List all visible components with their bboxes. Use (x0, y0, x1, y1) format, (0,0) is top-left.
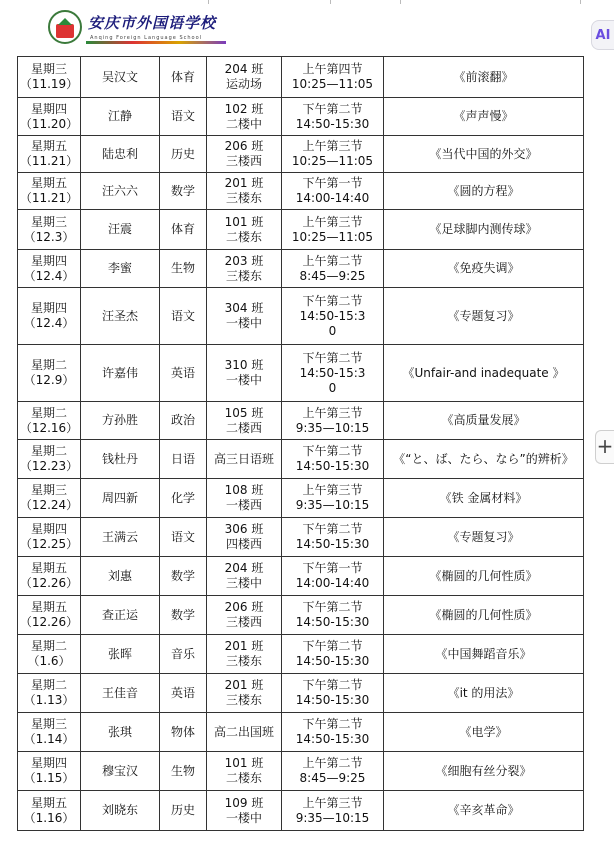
date-cell: 星期五 （11.21） (18, 173, 81, 210)
room-cell: 101 班 二楼东 (207, 752, 282, 791)
topic-cell: 《辛亥革命》 (384, 791, 584, 831)
teacher-cell: 钱杜丹 (81, 440, 160, 479)
time-cell: 上午第三节 9:35—10:15 (282, 479, 384, 518)
room-cell: 310 班 一楼中 (207, 345, 282, 402)
topic-cell: 《当代中国的外交》 (384, 136, 584, 173)
date-cell: 星期四 （12.4） (18, 288, 81, 345)
room-cell: 高三日语班 (207, 440, 282, 479)
teacher-cell: 吴汉文 (81, 57, 160, 98)
date-cell: 星期五 （1.16） (18, 791, 81, 831)
bottom-strip (0, 846, 614, 850)
table-row (18, 345, 584, 402)
teacher-cell: 周四新 (81, 479, 160, 518)
table-row (18, 791, 584, 831)
room-cell: 105 班 二楼西 (207, 402, 282, 440)
teacher-cell: 王佳音 (81, 674, 160, 713)
subject-cell: 语文 (160, 518, 207, 557)
subject-cell: 生物 (160, 250, 207, 288)
date-cell: 星期三 （11.19） (18, 57, 81, 98)
topic-cell: 《细胞有丝分裂》 (384, 752, 584, 791)
topic-cell: 《it 的用法》 (384, 674, 584, 713)
schedule-table (17, 56, 584, 831)
subject-cell: 体育 (160, 57, 207, 98)
time-cell: 上午第四节 10:25—11:05 (282, 57, 384, 98)
teacher-cell: 方孙胜 (81, 402, 160, 440)
table-row (18, 518, 584, 557)
date-cell: 星期四 （11.20） (18, 98, 81, 136)
table-row (18, 596, 584, 635)
date-cell: 星期二 （12.9） (18, 345, 81, 402)
table-row (18, 752, 584, 791)
teacher-cell: 汪六六 (81, 173, 160, 210)
logo-school-name-en: Anqing Foreign Language School (90, 35, 203, 41)
topic-cell: 《电学》 (384, 713, 584, 752)
topic-cell: 《中国舞蹈音乐》 (384, 635, 584, 674)
date-cell: 星期二 （1.6） (18, 635, 81, 674)
topic-cell: 《前滚翻》 (384, 57, 584, 98)
teacher-cell: 汪圣杰 (81, 288, 160, 345)
teacher-cell: 刘晓东 (81, 791, 160, 831)
room-cell: 108 班 一楼西 (207, 479, 282, 518)
date-cell: 星期二 （12.16） (18, 402, 81, 440)
subject-cell: 生物 (160, 752, 207, 791)
topic-cell: 《声声慢》 (384, 98, 584, 136)
room-cell: 109 班 一楼中 (207, 791, 282, 831)
time-cell: 上午第二节 8:45—9:25 (282, 250, 384, 288)
table-row (18, 288, 584, 345)
topic-cell: 《高质量发展》 (384, 402, 584, 440)
table-row (18, 440, 584, 479)
time-cell: 下午第一节 14:00-14:40 (282, 173, 384, 210)
time-cell: 上午第二节 8:45—9:25 (282, 752, 384, 791)
date-cell: 星期五 （11.21） (18, 136, 81, 173)
topic-cell: 《“と、ば、たら、なら”的辨析》 (384, 440, 584, 479)
topic-cell: 《专题复习》 (384, 518, 584, 557)
room-cell: 306 班 四楼西 (207, 518, 282, 557)
table-row (18, 479, 584, 518)
time-cell: 下午第二节 14:50-15:30 (282, 440, 384, 479)
date-cell: 星期三 （12.24） (18, 479, 81, 518)
subject-cell: 物体 (160, 713, 207, 752)
subject-cell: 英语 (160, 674, 207, 713)
page-header (0, 0, 614, 52)
table-row (18, 635, 584, 674)
teacher-cell: 李蜜 (81, 250, 160, 288)
topic-cell: 《足球脚内测传球》 (384, 210, 584, 250)
teacher-cell: 张晖 (81, 635, 160, 674)
room-cell: 102 班 二楼中 (207, 98, 282, 136)
topic-cell: 《免疫失调》 (384, 250, 584, 288)
time-cell: 上午第三节 9:35—10:15 (282, 402, 384, 440)
subject-cell: 英语 (160, 345, 207, 402)
add-button[interactable]: + (595, 430, 614, 464)
table-row (18, 136, 584, 173)
table-row (18, 57, 584, 98)
date-cell: 星期三 （12.3） (18, 210, 81, 250)
teacher-cell: 王满云 (81, 518, 160, 557)
time-cell: 下午第二节 14:50-15:30 (282, 596, 384, 635)
subject-cell: 化学 (160, 479, 207, 518)
date-cell: 星期四 （12.25） (18, 518, 81, 557)
teacher-cell: 穆宝汉 (81, 752, 160, 791)
time-cell: 下午第二节 14:50-15:30 (282, 674, 384, 713)
room-cell: 206 班 三楼西 (207, 596, 282, 635)
top-divider-tick (580, 0, 581, 4)
room-cell: 201 班 三楼东 (207, 173, 282, 210)
subject-cell: 历史 (160, 791, 207, 831)
top-divider-tick (208, 0, 209, 4)
teacher-cell: 刘惠 (81, 557, 160, 596)
table-row (18, 98, 584, 136)
room-cell: 204 班 三楼中 (207, 557, 282, 596)
subject-cell: 体育 (160, 210, 207, 250)
teacher-cell: 张琪 (81, 713, 160, 752)
top-divider-tick (400, 0, 401, 4)
topic-cell: 《椭圆的几何性质》 (384, 557, 584, 596)
subject-cell: 数学 (160, 596, 207, 635)
logo-color-bar (86, 41, 226, 44)
time-cell: 下午第二节 14:50-15:30 (282, 98, 384, 136)
time-cell: 下午第二节 14:50-15:3 0 (282, 288, 384, 345)
room-cell: 206 班 三楼西 (207, 136, 282, 173)
topic-cell: 《椭圆的几何性质》 (384, 596, 584, 635)
top-divider-tick (330, 0, 331, 4)
room-cell: 101 班 二楼东 (207, 210, 282, 250)
time-cell: 下午第一节 14:00-14:40 (282, 557, 384, 596)
time-cell: 上午第三节 10:25—11:05 (282, 210, 384, 250)
subject-cell: 数学 (160, 557, 207, 596)
date-cell: 星期二 （1.13） (18, 674, 81, 713)
teacher-cell: 江静 (81, 98, 160, 136)
subject-cell: 音乐 (160, 635, 207, 674)
table-row (18, 713, 584, 752)
room-cell: 204 班 运动场 (207, 57, 282, 98)
topic-cell: 《专题复习》 (384, 288, 584, 345)
table-row (18, 557, 584, 596)
teacher-cell: 汪震 (81, 210, 160, 250)
topic-cell: 《圆的方程》 (384, 173, 584, 210)
room-cell: 304 班 一楼中 (207, 288, 282, 345)
date-cell: 星期四 （12.4） (18, 250, 81, 288)
date-cell: 星期五 （12.26） (18, 557, 81, 596)
time-cell: 下午第二节 14:50-15:30 (282, 635, 384, 674)
time-cell: 上午第三节 9:35—10:15 (282, 791, 384, 831)
date-cell: 星期三 （1.14） (18, 713, 81, 752)
table-row (18, 250, 584, 288)
subject-cell: 历史 (160, 136, 207, 173)
topic-cell: 《Unfair-and inadequate 》 (384, 345, 584, 402)
logo-school-name: 安庆市外国语学校 (88, 14, 217, 32)
room-cell: 201 班 三楼东 (207, 674, 282, 713)
time-cell: 下午第二节 14:50-15:30 (282, 713, 384, 752)
room-cell: 高二出国班 (207, 713, 282, 752)
time-cell: 下午第二节 14:50-15:3 0 (282, 345, 384, 402)
table-row (18, 402, 584, 440)
time-cell: 上午第三节 10:25—11:05 (282, 136, 384, 173)
teacher-cell: 许嘉伟 (81, 345, 160, 402)
time-cell: 下午第二节 14:50-15:30 (282, 518, 384, 557)
date-cell: 星期四 （1.15） (18, 752, 81, 791)
school-logo (48, 8, 228, 48)
date-cell: 星期二 （12.23） (18, 440, 81, 479)
date-cell: 星期五 （12.26） (18, 596, 81, 635)
table-row (18, 674, 584, 713)
subject-cell: 政治 (160, 402, 207, 440)
room-cell: 201 班 三楼东 (207, 635, 282, 674)
subject-cell: 语文 (160, 98, 207, 136)
schedule-table-body (18, 57, 584, 831)
subject-cell: 日语 (160, 440, 207, 479)
table-row (18, 210, 584, 250)
room-cell: 203 班 三楼东 (207, 250, 282, 288)
teacher-cell: 查正运 (81, 596, 160, 635)
school-emblem-icon (48, 10, 82, 44)
table-row (18, 173, 584, 210)
ai-assistant-button[interactable]: AI (591, 20, 614, 50)
topic-cell: 《铁 金属材料》 (384, 479, 584, 518)
teacher-cell: 陆忠利 (81, 136, 160, 173)
subject-cell: 数学 (160, 173, 207, 210)
subject-cell: 语文 (160, 288, 207, 345)
